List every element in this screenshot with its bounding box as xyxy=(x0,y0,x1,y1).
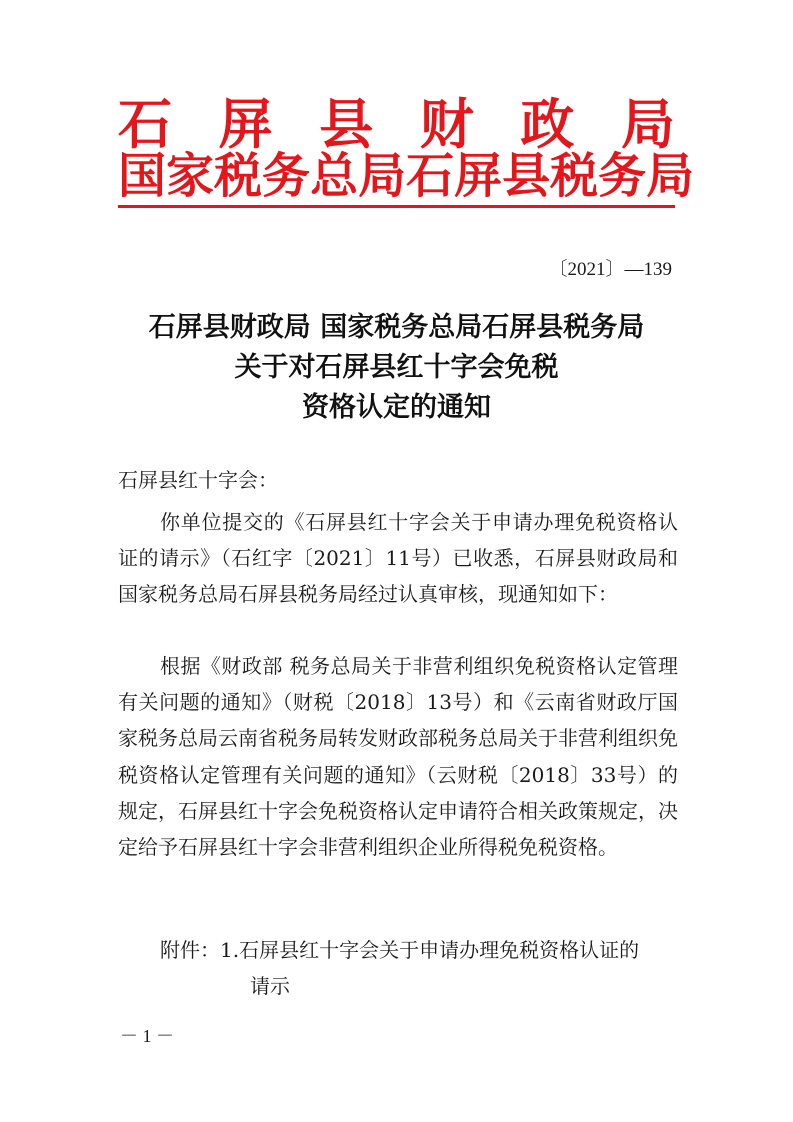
issuer-header-line1 xyxy=(118,94,675,154)
header-char: 财 xyxy=(419,92,474,156)
header-char: 务 xyxy=(262,148,311,204)
title-line: 石屏县财政局 国家税务总局石屏县税务局 xyxy=(148,312,645,343)
attachment-item-continuation: 请示 xyxy=(250,974,290,998)
header-char: 局 xyxy=(358,148,407,204)
header-char: 县 xyxy=(319,92,374,156)
header-char: 局 xyxy=(620,92,675,156)
header-divider-red-line xyxy=(118,205,675,208)
header-char: 务 xyxy=(598,148,647,204)
header-char: 石 xyxy=(406,148,455,204)
title-line: 资格认定的通知 xyxy=(302,392,491,423)
body-paragraph: 根据《财政部 税务总局关于非营利组织免税资格认定管理有关问题的通知》（财税〔2018〕13号）和《云南省财政厅国家税务总局云南省税务局转发财政部税务总局关于非营利组织免税资格认定管理有关问题的通知》（云财税〔2018〕33号）的规定，石屏县红十字会免税资格认定申请符合相关政策规定，决定给予石屏县红十字会非营利组织企业所得税免税资格。 xyxy=(118,654,678,860)
header-char: 屏 xyxy=(218,92,273,156)
header-char: 屏 xyxy=(454,148,503,204)
issuer-header-line2 xyxy=(118,148,695,204)
attachment-label: 附件： xyxy=(160,938,220,962)
attachment-item: 1.石屏县红十字会关于申请办理免税资格认证的 xyxy=(220,938,640,962)
header-char: 税 xyxy=(214,148,263,204)
header-char: 县 xyxy=(502,148,551,204)
header-char: 政 xyxy=(520,92,575,156)
document-number: 〔2021〕—139 xyxy=(548,259,672,280)
document-title xyxy=(100,308,693,428)
header-char: 局 xyxy=(646,148,695,204)
page-number: － 1 － xyxy=(120,1026,174,1046)
header-char: 总 xyxy=(310,148,359,204)
header-char: 税 xyxy=(550,148,599,204)
header-char: 国 xyxy=(118,148,167,204)
salutation: 石屏县红十字会： xyxy=(118,468,278,492)
header-char: 家 xyxy=(166,148,215,204)
attachment-list xyxy=(160,932,639,968)
header-char: 石 xyxy=(118,92,172,156)
body-paragraph: 你单位提交的《石屏县红十字会关于申请办理免税资格认证的请示》（石红字〔2021〕11号）已收悉，石屏县财政局和国家税务总局石屏县税务局经过认真审核，现通知如下： xyxy=(118,510,678,607)
title-line: 关于对石屏县红十字会免税 xyxy=(234,352,559,383)
